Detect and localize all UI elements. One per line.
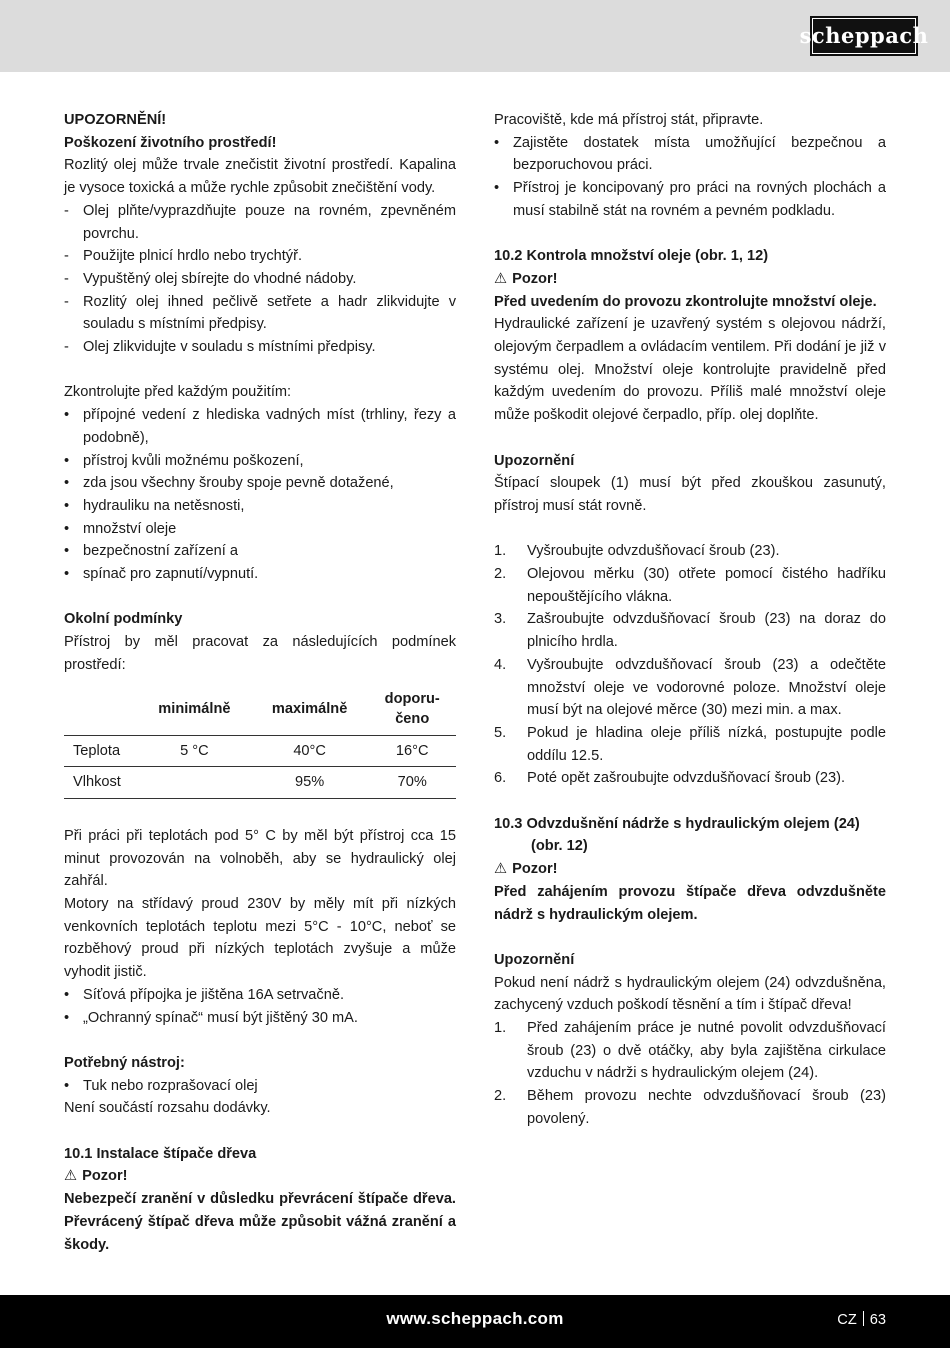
list-item: 1. Vyšroubujte odvzdušňovací šroub (23).: [494, 543, 780, 560]
check-intro: Zkontrolujte před každým použitím:: [64, 384, 292, 401]
warning-list: [64, 200, 456, 359]
note2-text: Pokud není nádrž s hydraulickým olejem (24) odvzdušněna, zachycený vzduch poškodí těsnění a tím i štípač dřeva!: [494, 974, 886, 1014]
table-header: minimálně: [138, 681, 251, 736]
table-header: maximálně: [251, 681, 369, 736]
list-item: • hydrauliku na netěsnosti,: [64, 497, 245, 514]
table-cell: Vlhkost: [64, 767, 138, 799]
table-cell: 40°C: [251, 735, 369, 767]
list-item: - Rozlitý olej ihned pečlivě setřete a hadr zlikvidujte v souladu s místními předpisy.: [64, 293, 456, 333]
table-header: doporu- čeno: [368, 681, 456, 736]
workplace-text: Pracoviště, kde má přístroj stát, připravte.: [494, 112, 764, 128]
list-item: 1. Před zahájením práce je nutné povolit odvzdušňovací šroub (23) o dvě otáčky, aby byla zajištěna cirkulace vzduchu v nádrži s hydraulickým olejem (24).: [494, 1020, 886, 1082]
install-title: 10.1 Instalace štípače dřeva: [64, 1145, 257, 1162]
oil-check-caution: ⚠ Pozor!: [494, 268, 886, 291]
list-item: • zda jsou všechny šrouby spoje pevně dotažené,: [64, 475, 394, 492]
right-column: [494, 109, 886, 1131]
check-list: [64, 404, 456, 586]
list-item: • přístroj kvůli možnému poškození,: [64, 452, 304, 469]
oil-check-bold-text: Před uvedením do provozu zkontrolujte množství oleje.: [494, 293, 877, 310]
footer: [0, 1295, 950, 1348]
website-link[interactable]: www.scheppach.com: [386, 1309, 564, 1328]
install-caution: ⚠ Pozor!: [64, 1165, 456, 1188]
warning-triangle-icon: ⚠: [64, 1168, 78, 1185]
vent-caution: ⚠ Pozor!: [494, 858, 886, 881]
left-column: [64, 109, 456, 1256]
list-item: - Použijte plnicí hrdlo nebo trychtýř.: [64, 248, 303, 265]
tools-note: Není součástí rozsahu dodávky.: [64, 1100, 271, 1117]
table-header-row: [64, 681, 456, 736]
ambient-text: Přístroj by měl pracovat za následujících podmínek prostředí:: [64, 634, 456, 673]
note2-title: Upozornění: [494, 951, 575, 968]
table-cell: 16°C: [368, 735, 456, 767]
warning-triangle-icon: ⚠: [494, 270, 508, 287]
table-cell: 95%: [251, 767, 369, 799]
scheppach-logo: scheppach: [810, 16, 918, 56]
list-item: • Přístroj je koncipovaný pro práci na rovných plochách a musí stabilně stát na rovném a pevném podkladu.: [494, 180, 886, 219]
warning-subtitle: Poškození životního prostředí!: [64, 134, 277, 151]
table-row: [64, 767, 456, 799]
vent-title: 10.3 Odvzdušnění nádrže s hydraulickým olejem (24) (obr. 12): [494, 815, 860, 855]
list-item: • Síťová přípojka je jištěna 16A setrvačně.: [64, 986, 345, 1003]
ambient-title: Okolní podmínky: [64, 611, 183, 628]
warning-text: Rozlitý olej může trvale znečistit životní prostředí. Kapalina je vysoce toxická a může rychle způsobit znečištění vody.: [64, 157, 456, 197]
table-row: [64, 735, 456, 767]
note1-title: Upozornění: [494, 452, 575, 469]
list-item: • Tuk nebo rozprašovací olej: [64, 1077, 258, 1094]
list-item: - Olej plňte/vyprazdňujte pouze na rovném, zpevněném povrchu.: [64, 202, 456, 242]
page-indicator: [837, 1309, 886, 1332]
power-list: [64, 984, 456, 1029]
list-item: • množství oleje: [64, 520, 177, 537]
temp-text-2: Motory na střídavý proud 230V by měly mít při nízkých venkovních teplotách teplotu mezi 5°C - 10°C, neboť se rozběhový proud při nízkých teplotách zvyšuje a může vyhodit jistič.: [64, 896, 456, 981]
list-item: - Olej zlikvidujte v souladu s místními předpisy.: [64, 339, 376, 356]
list-item: • spínač pro zapnutí/vypnutí.: [64, 566, 259, 583]
table-cell: Teplota: [64, 735, 138, 767]
page-number: 63: [869, 1312, 886, 1328]
list-item: • přípojné vedení z hlediska vadných míst (trhliny, řezy a podobně),: [64, 407, 456, 446]
oil-check-title: 10.2 Kontrola množství oleje (obr. 1, 12): [494, 248, 769, 265]
list-item: 5. Pokud je hladina oleje příliš nízká, postupujte podle oddílu 12.5.: [494, 724, 886, 764]
ambient-table: [64, 681, 456, 799]
table-cell: 70%: [368, 767, 456, 799]
list-item: 2. Během provozu nechte odvzdušňovací šroub (23) povolený.: [494, 1088, 886, 1127]
oil-check-steps: [494, 540, 886, 790]
temp-text-1: Při práci při teplotách pod 5° C by měl být přístroj cca 15 minut provozován na volnoběh, aby se hydraulický olej zahřál.: [64, 827, 456, 890]
table-cell: 5 °C: [138, 735, 251, 767]
list-item: - Vypuštěný olej sbírejte do vhodné nádoby.: [64, 270, 357, 287]
list-item: 6. Poté opět zašroubujte odvzdušňovací šroub (23).: [494, 770, 846, 787]
warning-triangle-icon: ⚠: [494, 861, 508, 878]
list-item: • „Ochranný spínač“ musí být jištěný 30 mA.: [64, 1009, 358, 1026]
list-item: 2. Olejovou měrku (30) otřete pomocí čistého hadříku nepouštějícího vlákna.: [494, 566, 886, 605]
list-item: • Zajistěte dostatek místa umožňující bezpečnou a bezporuchovou práci.: [494, 134, 886, 174]
oil-check-text: Hydraulické zařízení je uzavřený systém s olejovou nádrží, olejovým čerpadlem a ovládacím ventilem. Při dodání je již v systému olej. Množství oleje kontrolujte pravidelně před každým uvedením do provozu. Příliš malé množství oleje může poškodit olejové čerpadlo, příp. olej doplňte.: [494, 316, 886, 424]
vent-bold-text: Před zahájením provozu štípače dřeva odvzdušněte nádrž s hydraulickým olejem.: [494, 883, 886, 923]
list-item: 3. Zašroubujte odvzdušňovací šroub (23) na doraz do plnicího hrdla.: [494, 611, 886, 651]
tools-list: [64, 1075, 456, 1098]
workplace-list: [494, 132, 886, 223]
warning-title: UPOZORNĚNÍ!: [64, 112, 167, 128]
tools-title: Potřebný nástroj:: [64, 1054, 185, 1071]
list-item: • bezpečnostní zařízení a: [64, 543, 238, 560]
table-header: [64, 681, 138, 736]
language-code: CZ: [837, 1312, 857, 1328]
note1-text: Štípací sloupek (1) musí být před zkouškou zasunutý, přístroj musí stát rovně.: [494, 475, 886, 514]
list-item: 4. Vyšroubujte odvzdušňovací šroub (23) a odečtěte množství oleje ve vodorovné poloze. Množství oleje musí být na olejové měrce (30) mezi min. a max.: [494, 656, 886, 719]
table-cell: [138, 767, 251, 799]
install-text: Nebezpečí zranění v důsledku převrácení štípače dřeva. Převrácený štípač dřeva může způsobit vážná zranění a škody.: [64, 1191, 456, 1253]
divider: [863, 1311, 864, 1326]
vent-steps: [494, 1017, 886, 1131]
